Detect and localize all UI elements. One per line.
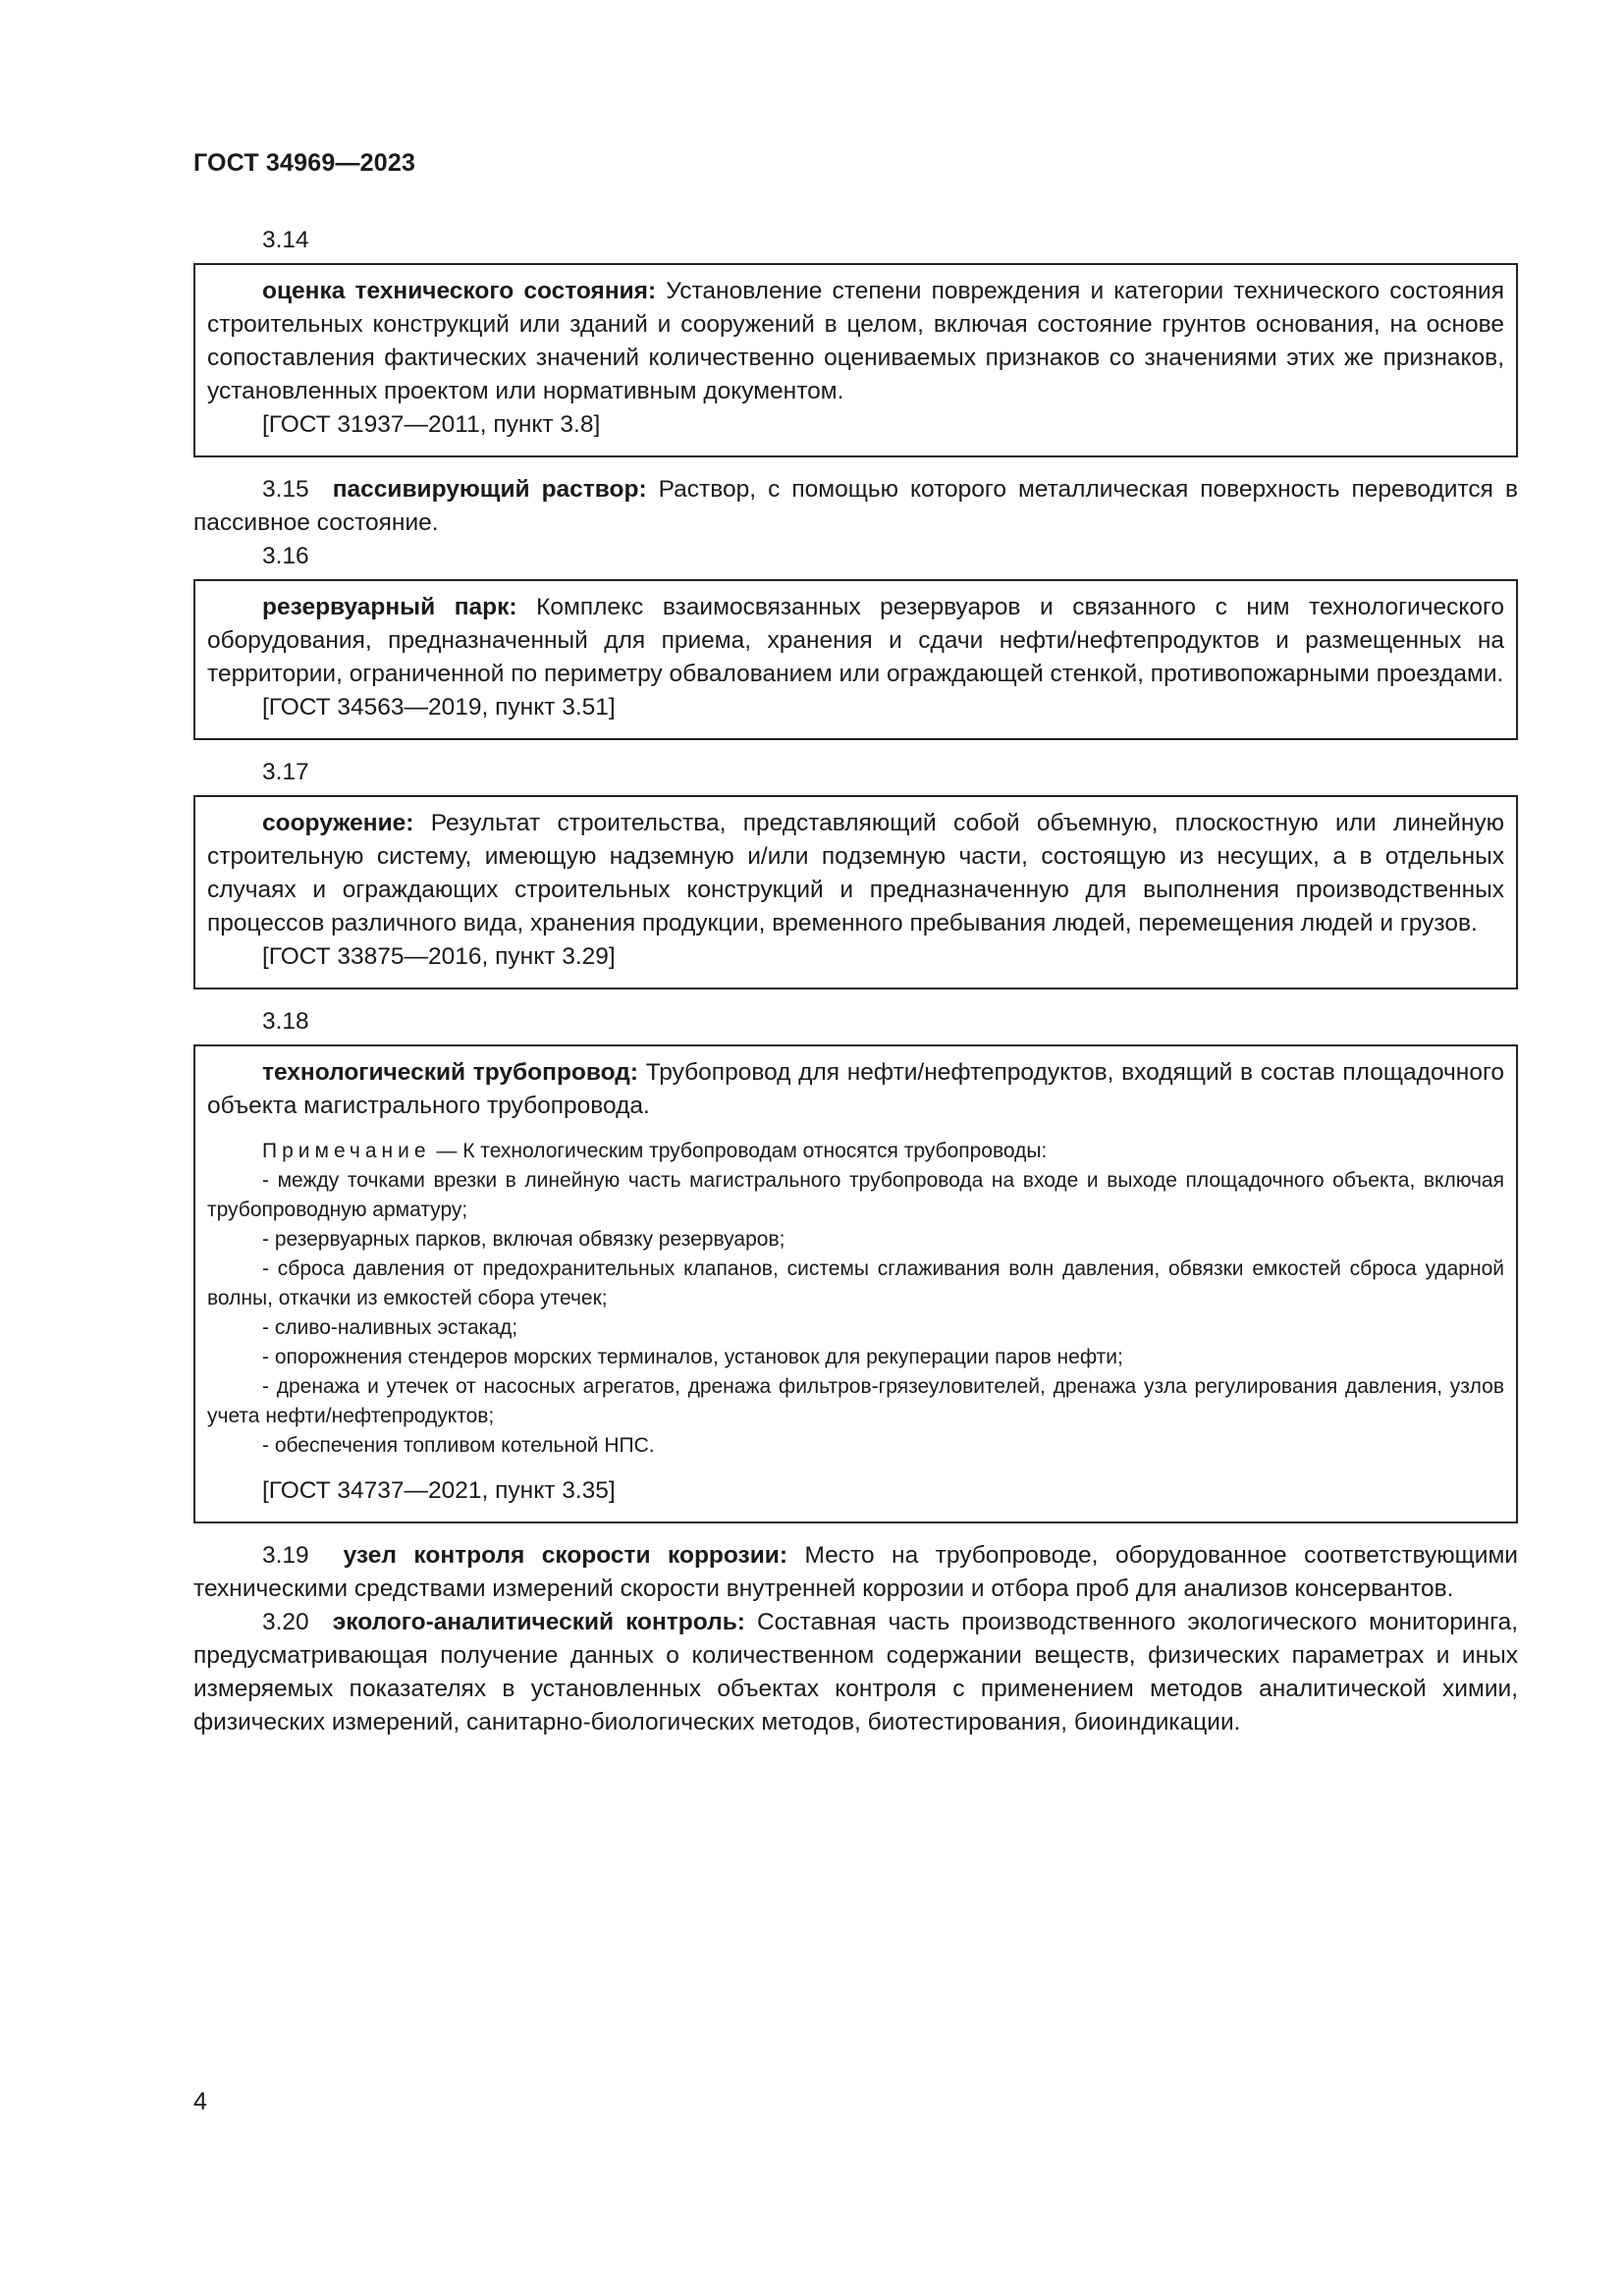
note-item: - сброса давления от предохранительных клапанов, системы сглаживания волн давления, обвязки емкостей сброса ударной волны, откачки из емкостей сбора утечек;	[207, 1257, 1504, 1309]
note-3-18	[207, 1137, 1504, 1461]
definition-3-19	[193, 1539, 1518, 1606]
definition-text-3-17: Результат строительства, представляющий собой объемную, плоскостную или линейную строительную систему, имеющую надземную и/или подземную части, состоящую из несущих, а в отдельных случаях и ограждающих строительных конструкций и предназначенную для выполнения производственных процессов различного вида, хранения продукции, временного пребывания людей, перемещения людей и грузов.	[207, 810, 1504, 936]
page-content	[193, 224, 1518, 1739]
section-number-3-16: 3.16	[262, 543, 309, 569]
note-item: - дренажа и утечек от насосных агрегатов, дренажа фильтров-грязеуловителей, дренажа узла регулирования давления, узлов учета нефти/нефтепродуктов;	[207, 1375, 1504, 1427]
reference-3-14: [ГОСТ 31937—2011, пункт 3.8]	[262, 411, 601, 438]
term-3-19: узел контроля скорости коррозии:	[343, 1542, 787, 1569]
definition-text-3-16: Комплекс взаимосвязанных резервуаров и связанного с ним технологического оборудования, предназначенный для приема, хранения и сдачи нефти/нефтепродуктов и размещенных на территории, ограниченной по периметру обвалованием или ограждающей стенкой, противопожарными проездами.	[207, 594, 1504, 687]
note-intro	[207, 1137, 1504, 1166]
document-code: ГОСТ 34969—2023	[193, 149, 416, 177]
definition-text-3-15: Раствор, с помощью которого металлическая поверхность переводится в пассивное состояние.	[193, 476, 1518, 536]
note-item: - между точками врезки в линейную часть магистрального трубопровода на входе и выходе площадочного объекта, включая трубопроводную арматуру;	[207, 1169, 1504, 1221]
note-item: - опорожнения стендеров морских терминалов, установок для рекуперации паров нефти;	[262, 1346, 1123, 1368]
reference-3-18: [ГОСТ 34737—2021, пункт 3.35]	[262, 1477, 616, 1504]
definition-box-3-17	[193, 795, 1518, 989]
note-intro-text: — К технологическим трубопроводам относятся трубопроводы:	[436, 1140, 1048, 1162]
note-item: - сливо-наливных эстакад;	[262, 1316, 518, 1339]
definition-text-3-20: Составная часть производственного экологического мониторинга, предусматривающая получение данных о количественном содержании веществ, физических параметрах и иных измеряемых показателях в установленных объектах контроля с применением методов аналитической химии, физических измерений, санитарно-биологических методов, биотестирования, биоиндикации.	[193, 1609, 1519, 1735]
term-3-14: оценка технического состояния:	[262, 278, 657, 304]
definition-box-3-16	[193, 579, 1518, 740]
definition-3-16	[207, 591, 1504, 691]
reference-3-16: [ГОСТ 34563—2019, пункт 3.51]	[262, 694, 616, 721]
section-number-3-19: 3.19	[262, 1542, 309, 1569]
definition-text-3-19: Место на трубопроводе, оборудованное соответствующими техническими средствами измерений скорости внутренней коррозии и отбора проб для анализов консервантов.	[193, 1542, 1518, 1602]
definition-3-20	[193, 1606, 1518, 1739]
definition-3-17	[207, 807, 1504, 940]
term-3-18: технологический трубопровод:	[262, 1059, 638, 1086]
section-number-3-15: 3.15	[262, 476, 309, 503]
section-number-3-18: 3.18	[262, 1008, 309, 1035]
term-3-16: резервуарный парк:	[262, 594, 517, 620]
note-label: Примечание	[262, 1140, 431, 1162]
definition-3-15	[193, 473, 1518, 540]
section-number-3-14: 3.14	[262, 227, 309, 253]
term-3-20: эколого-аналитический контроль:	[332, 1609, 745, 1635]
definition-text-3-14: Установление степени повреждения и категории технического состояния строительных конструкций или зданий и сооружений в целом, включая состояние грунтов основания, на основе сопоставления фактических значений количественно оцениваемых признаков со значениями этих же признаков, установленных проектом или нормативным документом.	[207, 278, 1505, 404]
definition-3-14	[207, 275, 1504, 408]
term-3-15: пассивирующий раствор:	[332, 476, 647, 503]
note-item: - резервуарных парков, включая обвязку резервуаров;	[262, 1228, 785, 1251]
section-number-3-20: 3.20	[262, 1609, 309, 1635]
definition-text-3-18: Трубопровод для нефти/нефтепродуктов, входящий в состав площадочного объекта магистрального трубопровода.	[207, 1059, 1504, 1119]
section-number-3-17: 3.17	[262, 759, 309, 785]
note-item: - обеспечения топливом котельной НПС.	[262, 1434, 655, 1457]
page-number: 4	[193, 2088, 207, 2115]
reference-3-17: [ГОСТ 33875—2016, пункт 3.29]	[262, 943, 616, 970]
definition-box-3-18	[193, 1044, 1518, 1523]
definition-3-18	[207, 1056, 1504, 1123]
definition-box-3-14	[193, 263, 1518, 457]
term-3-17: сооружение:	[262, 810, 414, 836]
